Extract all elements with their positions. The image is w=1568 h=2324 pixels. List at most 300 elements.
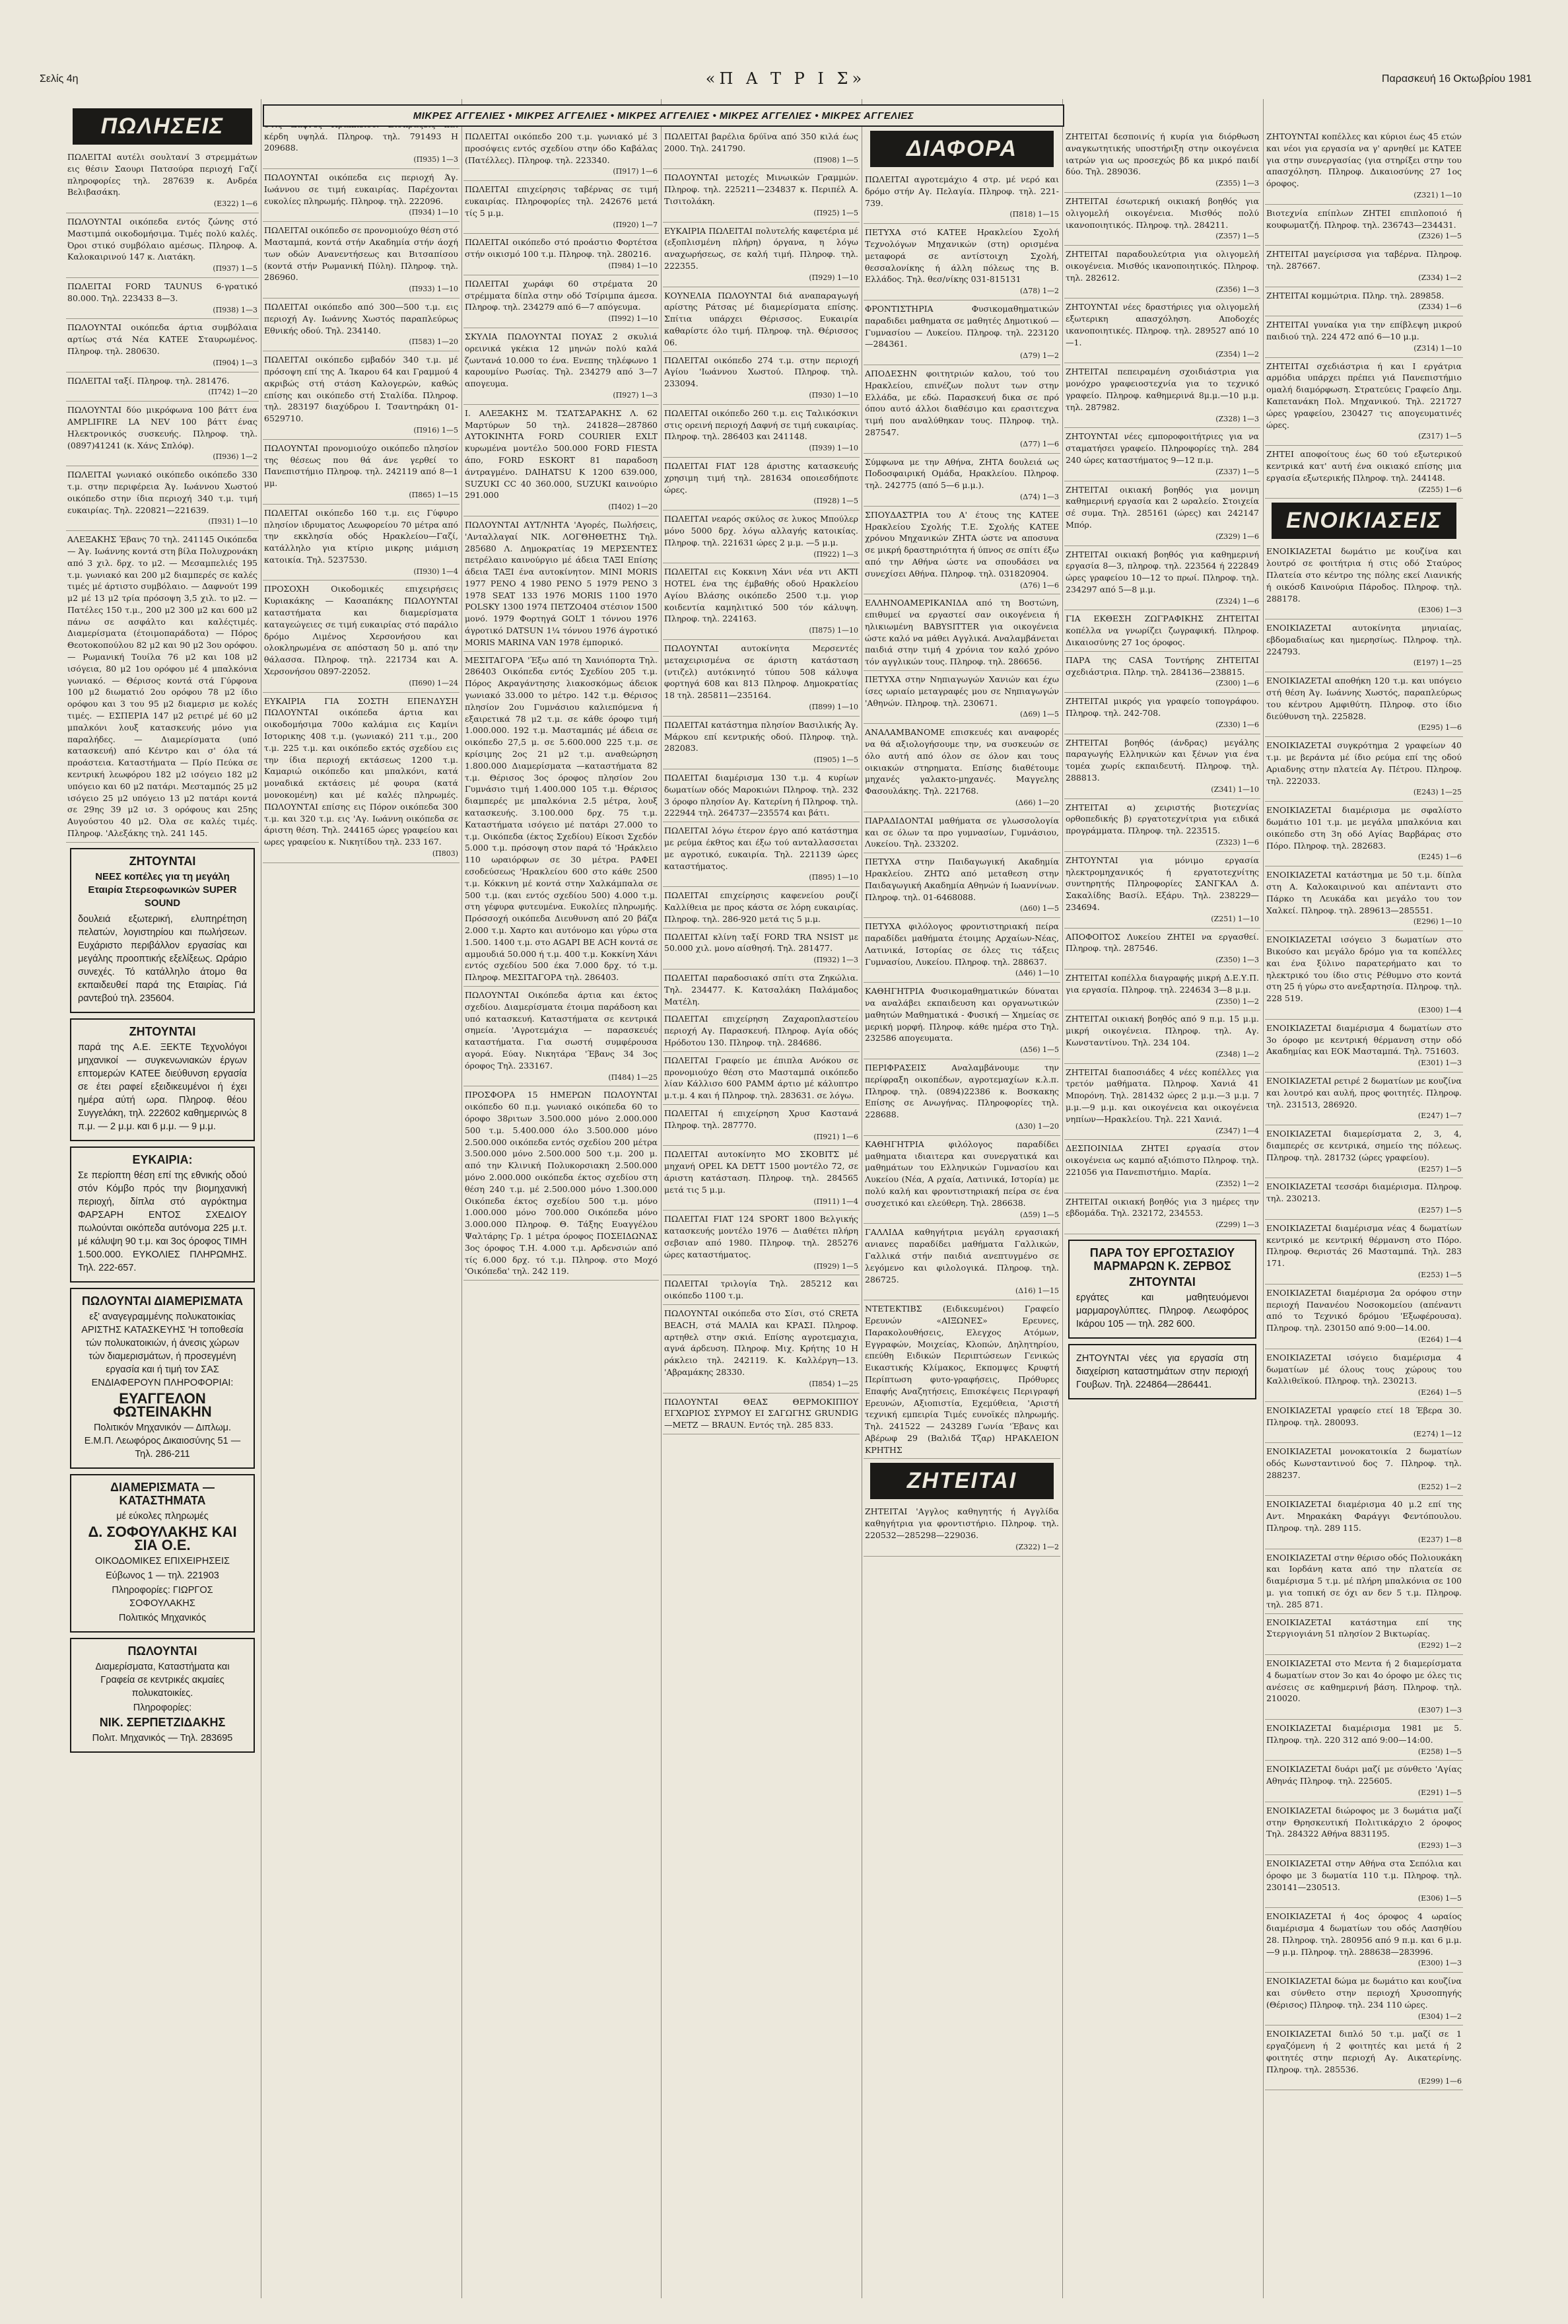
ad-reference: (Ζ356) 1—3 xyxy=(1215,285,1259,294)
ad-reference: (Π803) xyxy=(432,849,458,859)
classified-ad xyxy=(864,724,1060,812)
classified-ad xyxy=(1064,929,1260,969)
box-title: ΔΙΑΜΕΡΙΣΜΑΤΑ — ΚΑΤΑΣΤΗΜΑΤΑ xyxy=(110,1480,215,1507)
ad-reference: (Π583) 1—20 xyxy=(409,337,458,347)
ad-text: ΠΩΛΕΙΤΑΙ κλίνη ταξί FORD TRA NSIST με 50.000 χιλ. μονο αίσθησή. Τηλ. 281477. xyxy=(664,931,858,954)
ad-text: ΠΩΛΟΥΝΤΑΙ Οικόπεδα άρτια και έκτος σχεδίου. Διαμερίσματα έτοιμα παράδοση και υπό κατασκευή. Καταστήματα σε κεντρικά σημεία. 'Αγροτεμάχια — παρασκευές καταστήματα. Για σωστή συμφέρουσα αγορά. Εύαγ. Νικητάρα 'Έβανς 34 3ος όροφος Τηλ. 233167. xyxy=(465,989,658,1071)
ads-list xyxy=(1064,128,1260,1234)
ad-reference: (Ζ341) 1—10 xyxy=(1211,785,1259,794)
ad-reference: (Π690) 1—24 xyxy=(409,678,458,687)
ad-text: ΠΩΛΕΙΤΑΙ FIAT 128 άριστης κατασκευής χρησιμη τιμή τηλ. 281634 οποιεσδήποτε ώρες. xyxy=(664,460,858,495)
classified-ad xyxy=(463,275,659,328)
classified-ad xyxy=(663,405,860,458)
box-body: εξ' αναγεγραμμένης πολυκατοικίας ΑΡΙΣΤΗΣ ΚΑΤΑΣΚΕΥΗΣ 'Η τοποθεσία τών πολυκατοικιών, ή άνεσις χώρων τών διαμερισμάτων, ή προσεγμένη εργασία και ή τιμή τον ΣΑΣ ΕΝΔΙΑΦΕΡΟΥΝ ΠΛΗΡΟΦΟΡΙΑΙ: xyxy=(81,1311,244,1388)
classified-ad xyxy=(1265,316,1463,357)
classified-ad xyxy=(463,328,659,405)
ad-reference: (Π895) 1—10 xyxy=(809,873,858,882)
ads-list xyxy=(66,149,259,843)
classified-ad xyxy=(263,169,460,222)
ad-reference: (Ε293) 1—3 xyxy=(1417,1841,1462,1850)
ad-text: Βιοτεχνία επίπλων ΖΗΤΕΙ επιπλοποιό ή κουφωματζή. Πληροφ. τηλ. 236743—234431. xyxy=(1266,207,1462,230)
ad-reference: (Ζ328) 1—3 xyxy=(1215,414,1259,423)
classified-ad xyxy=(864,171,1060,224)
ad-text: ΜΕΣΙΤΑΓΟΡΑ 'Έξω από τη Χανιόπορτα Τηλ. 286403 Οικόπεδα εντός Σχεδίου 205 τ.μ. Πόρος Ακραγάντησης λιακοσκόμως άδειοκ γωνιακό 33.000 το μέτρο. 142 τ.μ. Θέρισος πλησίον 2ου Γυμνάσιου καλιεπόμενα ή εξαιρετικά 78 μ2 τ.μ. σε κάθε όροφο τιμή 1.000.000. 192 τ.μ. Μασταμπάς μέ άδεια σε οικόπεδο 27,5 μ. σε 5.600.000 225 τ.μ. σε κρίσιμης 2ος 21 μ2 τ.μ. αναθεώρηση 1.800.000 Διαμερίσματα —καταστήματα 82 τ.μ. Θέρισος 3ος όροφος πλησίον 2ου Γυμνάσιο τιμή 1.400.000 105 τ.μ. Θέρισος διαμπερές με μπαλκόνια 2.5 μέτρα, λουξ κατασκευής. 3.100.000 δρχ. 75 τ.μ. Καταστήματα ισόγειο μέ πατάρι 27.000 το τ.μ. Οικόπεδα (έκτος Σχεδίου) Είκοσι Σχεδόν 5.000 τ.μ. πρόσοψη στον παρά τό 'Ηράκλειο 110 ωραιόρφων σε 30 μέτρα. ΡΑΦΕΙ εσοδεύσεως 'Ηρακλείου 600 στο κάθε 2500 τ.μ. Κόκκινη μέ κοντά στην Χαλκάμπαλα σε 500 τ.μ. (και εντός σχεδίου 500) 4.000 τ.μ. στη γέφυρα φυτευμένα. Ευκολίες πληρωμής. Πρόσσοχή οικόπεδα Διευθυνση από 20 βάζα 2.000 τ.μ. Χαρτο και αυτόνομο και γύρω στα 1.500. 1400 τ.μ. στο AGAPI BE ACH κοντά σε αμμουδιά 50.000 ή τ.μ. 400 τ.μ. Κοκκίνη Χάνι εντός σχεδίου 500 έκα 7.000 δρχ. τό τ.μ. Πληροφ. ΜΕΣΙΤΑΓΟΡΑ τηλ. 286403. xyxy=(465,654,658,983)
ad-reference: (Π402) 1—20 xyxy=(608,503,658,512)
classified-ad xyxy=(66,531,259,843)
ad-reference: (Ε264) 1—4 xyxy=(1417,1335,1462,1344)
classified-ad xyxy=(1265,1220,1463,1285)
classified-ad xyxy=(1265,1349,1463,1402)
box-title: ΕΥΚΑΙΡΙΑ: xyxy=(132,1152,193,1166)
box-body: εργάτες και μαθητευόμενοι μαρμαρογλύπτες. Πληροφ. Λεωφόρος Ικάρου 105 — τηλ. 282 600. xyxy=(1076,1292,1248,1329)
classified-ad xyxy=(864,365,1060,454)
ad-text: ΠΩΛΕΙΤΑΙ ή επιχείρηση Χρυσ Καστανά Πληροφ. τηλ. 287770. xyxy=(664,1108,858,1130)
ad-text: ΕΝΟΙΚΙΑΖΕΤΑΙ ισόγειο διαμέρισμα 4 δωματίων μέ όλους τους χώρους του Καλλιθεϊκού. Πληροφ. τηλ. 230213. xyxy=(1266,1352,1462,1386)
ad-reference: (Π932) 1—3 xyxy=(813,956,858,965)
classified-ad xyxy=(1064,799,1260,852)
ad-reference: (Δ69) 1—5 xyxy=(1019,710,1059,719)
ad-text: ΕΝΟΙΚΙΑΖΕΤΑΙ γραφείο ετεί 18 Έβερα 30. Πληροφ. τηλ. 280093. xyxy=(1266,1405,1462,1427)
classified-ad xyxy=(1265,1855,1463,1908)
classified-ad xyxy=(66,319,259,372)
ad-reference: (Ζ330) 1—6 xyxy=(1215,720,1259,729)
classified-ad xyxy=(1064,610,1260,651)
ad-text: ΠΕΤΥΧΑ στό ΚΑΤΕΕ Ηρακλείου Σχολή Τεχνολόγων Μηχανικών (στη) ορισμένα μεταφορά σε αντίστοιχη Σχολή, θεσσαλονίκης ή άλλη πόλεως της Β. Ελλάδος. Τηλ. θεσ/νίκης 031-815131 xyxy=(865,227,1059,285)
box-line: Πληροφορίες: ΓΙΩΡΓΟΣ ΣΟΦΟΥΛΑΚΗΣ xyxy=(112,1584,213,1609)
classified-ad xyxy=(1265,1178,1463,1219)
ad-text: ΠΩΛΕΙΤΑΙ βαρέλια δρύϊνα από 350 κιλά έως 2000. Τηλ. 241790. xyxy=(664,131,858,153)
classified-ad xyxy=(1064,246,1260,299)
ad-text: ΚΑΘΗΓΗΤΡΙΑ φιλόλογος παραδίδει μαθηματα ιδιαιτερα και συνεργατικά και μαθημάτων του Ελληνικών Γυμνασίου και Λυκείου (Νέα, Α ρχαία, Λατινικά, Ιστορία) με πολύ καλή και φροντιστηριακή πείρα σε ένα συσχετικό και ελεύθερη. Τηλ. 286638. xyxy=(865,1139,1059,1208)
ad-text: ΣΠΟΥΔΑΣΤΡΙΑ του Α' έτους της ΚΑΤΕΕ Ηρακλείου Σχολής Τ.Ε. Σχολής ΚΑΤΕΕ χρόνου Μηχανικών ΖΗΤΑ ώστε να αποσυνα σε μικρή δραστηριότητα ή ύπνος σε σπίτι έξω από την Αθήνα ώστε να σπουδάσει να συνεχίσει Αθήνα. Πληροφ. τηλ. 031820904. xyxy=(865,509,1059,579)
classified-ad xyxy=(1265,1549,1463,1614)
ads-list xyxy=(864,1503,1060,1556)
ad-text: ΠΩΛΕΙΤΑΙ επιχείρησις ταβέρνας σε τιμή ευκαιρίας. Πληροφορίες τηλ. 242676 μετά τίς 5 μ.μ. xyxy=(465,184,658,218)
column-rule xyxy=(1062,99,1063,2298)
ad-text: ΠΩΛΟΥΝΤΑΙ μετοχές Μινωικών Γραμμών. Πληροφ. τηλ. 225211—234837 κ. Περιπέλ Α. Τισιτολάκη. xyxy=(664,172,858,206)
ad-text: ΖΗΤΕΙΤΑΙ πεπειραμένη σχοιδιάστρια για μονόχρο γραφειοστεχνία για το τεχνικό γραφείο. Πληροφ. καθημερινά 8μ.μ.—10 μ.μ. τηλ. 287982. xyxy=(1066,367,1259,412)
classified-ad xyxy=(864,1059,1060,1136)
ad-reference: (Π742) 1—20 xyxy=(208,388,257,397)
classified-ad xyxy=(864,224,1060,300)
ad-text: ΠΩΛΕΙΤΑΙ επιχείρηση Ζαχαροπλαστείου περιοχή Αγ. Παρασκευή. Πληροφ. Αγία οδός Ηρόδοτου 130. Πληροφ. τηλ. 284686. xyxy=(664,1014,858,1047)
ad-text: ΠΩΛΕΙΤΑΙ οικόπεδο 260 τ.μ. εις Ταλικόσκινι στις ορεινή περιοχή Δαφνή σε τιμή ευκαιρίας. Πληροφ. τηλ. 286403 και 241148. xyxy=(664,407,858,442)
ad-text: ΕΝΟΙΚΙΑΖΕΤΑΙ στην θέρισο οδός Πολιουκάκη και Ιορδάνη κατα από την πλατεία σε διαμέρισμα 5 τ.μ. μέ πλήρη μπαλκόνια σε 100 μ. για τοπική σε όχι αν δεν 5 τ.μ. Πληροφ. τηλ. 285 871. xyxy=(1266,1552,1462,1609)
classified-ad xyxy=(66,372,259,402)
classified-ad xyxy=(1265,737,1463,802)
ad-text: ΠΩΛΟΥΝΤΑΙ δύο μικρόφωνα 100 βάττ ένα AMPLIFIRE LA NEV 100 βάττ ένας Ηλεκτρονικός συσκευής. Πληροφ. τηλ. (0897)41241 (κ. Χάνς Σπλόφ). xyxy=(67,405,257,450)
ad-reference: (Ε300) 1—4 xyxy=(1417,1006,1462,1014)
ad-text: ΖΗΤΕΙΤΑΙ βοηθός (άνδρας) μεγάλης παραγωγής Ελληνικών και ξένων για ένα τομέα χωρίς εκπαιδευτή. Πληροφ. τηλ. 288813. xyxy=(1066,737,1259,783)
column-rule xyxy=(661,99,662,2298)
ad-reference: (Ζ355) 1—3 xyxy=(1215,179,1259,188)
classified-ad xyxy=(1265,246,1463,287)
ads-list xyxy=(864,171,1060,1459)
ad-text: ΕΝΟΙΚΙΑΖΕΤΑΙ διαμέρισμα 4 δωματίων στο 3ο όροφο με κεντρική θέρμανση στην οδό Ακαδημίας και ΕΟΚ Μασταμπά. Τηλ. 751603. xyxy=(1266,1022,1462,1057)
classified-ad xyxy=(663,352,860,405)
ad-reference: (Ε299) 1—6 xyxy=(1417,2076,1462,2086)
box-line: Πολιτ. Μηχανικός — Τηλ. 283695 xyxy=(92,1732,233,1743)
ad-text: ΠΡΟΣΦΟΡΑ 15 ΗΜΕΡΩΝ ΠΩΛΟΥΝΤΑΙ οικόπεδο 60 π.μ. γωνιακό οικόπεδα 60 το όροφο 38ριτων 3.500.000 μόνο 2.000.000 500 τ.μ. 5.400.000 όλο 3.500.000 μόνο 2.500.000 οικόπεδα εντός σχεδίου 200 μέτρα 3.500.000 μόνο 2.500.000 500 τ.μ. 200 μ. από την Κλινική Πολυκορσιακη 2.500.000 μόνο 2.000.000 οικόπεδα έκτος σχεδίου στη θέση 240 τ.μ. μέ 2.500.000 μόνο 1.300.000 Οικόπεδα έκτος σχεδίου 500 τ.μ. μόνο 1.000.000 μόνο 700.000 Οικόπεδα μόνο 3.000.000 Πληροφ. Θ. Τάξης Ευαγγέλου Ψαλτάρης Γρ. 1 μέτρα όροφος ΠΟΣΕΙΔΩΝΑΣ 3ος όροφος Τ.Η. 4.000 τ.μ. Αρδενσιών από τίς 6.000 δρχ. τό τ.μ. Πληροφ. στο Μοχό 'Οικόπεδα' τηλ. 242 119. xyxy=(465,1090,658,1277)
ad-reference: (Π934) 1—10 xyxy=(409,208,458,217)
ad-reference: (Ε304) 1—2 xyxy=(1417,2012,1462,2021)
ad-reference: (Ε296) 1—10 xyxy=(1413,917,1462,927)
ad-reference: (Ζ322) 1—2 xyxy=(1015,1542,1059,1551)
classified-ad xyxy=(1265,802,1463,866)
ad-text: ΣΚΥΛΙΑ ΠΩΛΟΥΝΤΑΙ ΠΟΥΑΣ 2 σκυλιά ορεινικά γκέκια 12 μηνών πολύ καλά ζωντανά 10.000 το ένα. Ενεπης τηλέφωνο 1 καρουμίνο Ρωσίας. Τηλ. 234279 από 3—7 απογευμα. xyxy=(465,331,658,389)
classified-ad xyxy=(1064,1140,1260,1193)
classified-ad xyxy=(1064,299,1260,363)
ad-text: ΕΥΚΑΙΡΙΑ ΓΙΑ ΣΟΣΤΗ ΕΠΕΝΔΥΣΗ ΠΩΛΟΥΝΤΑΙ οικόπεδα άρτια και οικοδομήσιμα 700ο καλάμια εις Καμίνι Ιστορικης 408 τ.μ. (γωνιακό) 211 τ.μ., 200 τ.μ. 225 τ.μ. και οικόπεδο εκτός σχεδίου εις την ίδια περιοχή εκτάσεως 1200 τ.μ. Καμαριώ οικόπεδο και μπαλκόνι, κατά μοναδικά εκτάσεις μέ φουρα (κατά μονοκομένη) και μέ καλές πληρωμές. ΠΩΛΟΥΝΤΑΙ επίσης εις Πόρον οικόπεδα 300 τ.μ. και 320 τ.μ. εις 'Αγ. Ιωάννη οικόπεδα σε άριστη θέση. Τηλ. 244165 ώρες γραφείου και ωρες γραφείου κ. Νικητίδου τηλ. 233 167. xyxy=(264,695,458,847)
ad-reference: (Ε292) 1—2 xyxy=(1417,1641,1462,1650)
ad-reference: (Ζ317) 1—5 xyxy=(1418,432,1462,441)
classified-ad xyxy=(463,987,659,1086)
classified-ad xyxy=(663,511,860,563)
box-title: ΠΩΛΟΥΝΤΑΙ xyxy=(127,1644,197,1658)
column-7 xyxy=(1265,128,1463,2314)
ad-reference: (Ζ350) 1—3 xyxy=(1215,956,1259,965)
classified-ad xyxy=(263,222,460,299)
classified-ad xyxy=(663,887,860,928)
classifieds-banner xyxy=(263,104,1064,127)
ad-text: ΠΩΛΕΙΤΑΙ οικόπεδο 274 τ.μ. στην περιοχή Αγίου 'Ιωάννου Χωστού. Πληροφ. τηλ. 233094. xyxy=(664,355,858,389)
ad-reference: (Π911) 1—4 xyxy=(813,1197,858,1206)
ad-reference: (Ζ347) 1—4 xyxy=(1215,1126,1259,1135)
ad-text: ΠΑΡΑ της CASA Τοντήρης ΖΗΤΕΙΤΑΙ σχεδιάστρια. Πληρ. τηλ. 284136—238815. xyxy=(1066,654,1259,677)
classified-ad xyxy=(864,507,1060,595)
classified-ad xyxy=(1265,1655,1463,1720)
ad-text: ΠΩΛΟΥΝΤΑΙ ΘΕΑΣ ΘΕΡΜΟΚΙΠΙΟΥ ΕΓΧΩΡΙΟΣ ΣΥΡΜΟΥ ΕΙ ΣΑΓΩΓΗΣ GRUNDIG —METZ — BRAUN. Εντός τηλ. 285 833. xyxy=(664,1396,858,1430)
classified-ad xyxy=(864,1224,1060,1300)
ad-box-wanted-sound xyxy=(70,848,255,1013)
ad-reference: (Δ77) 1—6 xyxy=(1019,439,1059,448)
ad-text: ΠΩΛΟΥΝΤΑΙ ΑΥΤ/ΝΗΤΑ 'Αγορές, Πωλήσεις, 'Ανταλλαγαί ΝΙΚ. ΛΟΓΘΗΘΕΤΗΣ Τηλ. 285680 Λ. Δημοκρατίας 19 ΜΕΡΣΕΝΤΕΣ πετρέλαιο καινούργιο μέ άδεια ΤΑΞΙ Επίσης άδεια ΤΑΞΙ ένα αυτοκίνητον. MINI MORIS 1977 PENO 4 1980 PENO 5 1979 PENO 3 1978 SEAT 133 1976 MORIS 1100 1970 POLSKY 1300 1974 ΠΕΤΖΟ404 στέσιον 1500 μονό. 1979 Φορτηγά GOLT 1 τόννου 1976 άγροτικό DATSUN 1¼ τόννου 1976 άγροτικό MORIS MARINA VAN 1978 έμπορικό. xyxy=(465,519,658,647)
classified-ad xyxy=(1064,1010,1260,1063)
column-6 xyxy=(1064,128,1260,2314)
ad-reference: (Ε322) 1—6 xyxy=(213,199,257,209)
classified-ad xyxy=(1265,1073,1463,1125)
classified-ad xyxy=(1064,652,1260,693)
box-title: ΖΗΤΟΥΝΤΑΙ xyxy=(129,1024,196,1038)
ad-box-offices xyxy=(70,1638,255,1753)
ad-text: ΚΟΥΝΕΛΙΑ ΠΩΛΟΥΝΤΑΙ διά αναπαραγωγή αρίστης Ράτσας μέ διαμερίσματα επίσης. Σπίτια υπάρχει Θέρισσος. Ευκαιρία καθαρίστε όλο τιμή. Πληροφ. τηλ. Θέρισσος 06. xyxy=(664,290,858,347)
classified-ad xyxy=(1265,543,1463,619)
ad-text: ΠΩΛΟΥΝΤΑΙ οικόπεδα εις περιοχή Άγ. Ιωάννου σε τιμή ευκαιρίας. Παρέχονται ευκολίες πληρωμής. Πληροφ. τηλ. 222096. xyxy=(264,172,458,206)
ad-text: ΠΕΤΥΧΑ στην Παιδαγωγική Ακαδημία Ηρακλείου. ΖΗΤΩ από μεταθεση στην Παιδαγωγική Ακαδημία Αθηνών ή Ιωαννίνων. Πληροφ. τηλ. 01-6468088. xyxy=(865,857,1059,902)
ad-reference: (Ε258) 1—5 xyxy=(1417,1747,1462,1756)
ad-text: ΝΤΕΤΕΚΤΙΒΣ (Ειδικευμένοι) Γραφείο Ερευνών «ΑΙΞΩΝΕΣ» Ερευνες, Παρακολουθήσεις, Ελεγχος Ατόμων, Εγγραφών, Μοιχείας, Κλοπών, Δηλητηρίου, επεύθη Ειδικών Περιπτώσεων Γενικώς Εικαστικής Κλίμακος, Εκπομψες Κρυφτή Περίπτωση φυτο-γραφήσεις, Πρόθυρες Επαφής Αναζητήσεις, Επισκέψεις Περιγραφή Ερευνών, Αξιοπιστία, Εχεμύθεια, 'Αριστή τεχνική εμπειρία Τιμές ευνοϊκές πληρωμής. Τηλ. 241522 — 243289 Γωνία 'Έβανς και Αβέρωφ 29 (Βαλιδά Τζαρ) ΗΡΑΚΛΕΙΟΝ ΚΡΗΤΗΣ xyxy=(865,1304,1059,1455)
box-line: Εύβωνος 1 — τηλ. 221903 xyxy=(106,1570,219,1581)
classified-ad xyxy=(1265,2025,1463,2090)
ad-text: ΖΗΤΕΙΤΑΙ διαποσιάδες 4 νέες κοπέλλες για τρετόν μαθήματα. Πληροφ. Χανιά 41 Μπορόνη. Τηλ. 281432 ώρες 2 μ.μ.—3 μ.μ. 7 μ.μ.—9 μ.μ. και οικογένεια και οικογένεια νηπίων—Ηρακλείου. Τηλ. 221 Χανιά. xyxy=(1066,1067,1259,1124)
ad-text: ΠΩΛΕΙΤΑΙ παραδοσιακό σπίτι στα Ζηκώλια. Τηλ. 234477. Κ. Κατσαλάκη Παλάμαδος Ματέλη. xyxy=(664,973,858,1006)
box-body: ΖΗΤΟΥΝΤΑΙ νέες για εργασία στη διαχείριση καταστημάτων στην περιοχή Γουβων. Τηλ. 224864—286441. xyxy=(1076,1353,1248,1390)
ad-reference: (Ε197) 1—25 xyxy=(1413,658,1462,668)
ad-reference: (Π916) 1—5 xyxy=(413,425,458,435)
ad-reference: (Δ66) 1—20 xyxy=(1015,798,1059,808)
ad-text: ΕΝΟΙΚΙΑΖΕΤΑΙ τεσσάρι διαμέρισμα. Πληροφ. τηλ. 230213. xyxy=(1266,1181,1462,1204)
section-heading-misc: ΔΙΑΦΟΡΑ xyxy=(870,131,1054,167)
ad-reference: (Δ30) 1—20 xyxy=(1015,1121,1059,1131)
classified-ad xyxy=(463,234,659,275)
classified-ad xyxy=(263,505,460,581)
box-body: δουλειά εξωτερική, ελυπηρέτηση πελατών, λογιστηρίου και πωλήσεων. Ευχάριστο περιβάλλον εργασίας και μεγάλης προοπτικής εξελίξεως. Ωράριο συνεχές. Τό κατάλληλο άτομο θα εκπαιδευθεί παρά της Εταιρίας. Γιά ραντεβού τηλ. 235604. xyxy=(78,913,247,1004)
ad-reference: (Π875) 1—10 xyxy=(809,626,858,635)
classified-ad xyxy=(1265,1761,1463,1802)
ad-reference: (Ε306) 1—5 xyxy=(1417,1894,1462,1903)
ad-text: Ι. ΑΛΕΞΑΚΗΣ Μ. ΤΣΑΤΣΑΡΑΚΗΣ Λ. 62 Μαρτύρων 50 τηλ. 241828—287860 ΑΥΤΟΚΙΝΗΤΑ FORD COURIER EXLT κυρωμένα μοντέλο 500.000 FORD FIESTA άπο, FORD ESKORT 81 παραδοση άντραγμένο. DAIHATSU Κ 1200 639.000, SUZUKI CC 40 360.000, SUZUKI καινούριο 291.000 xyxy=(465,407,658,501)
column-4 xyxy=(663,128,860,2314)
classified-ad xyxy=(864,853,1060,918)
ad-text: ΠΩΛΕΙΤΑΙ ταξί. Πληροφ. τηλ. 281476. xyxy=(67,375,230,386)
classified-ad xyxy=(1265,1125,1463,1178)
ad-text: ΔΕΣΠΟΙΝΙΔΑ ΖΗΤΕΙ εργασία στον οικογένεια ως καμπό αξιόπιστο Πληροφ. τηλ. 221056 για Πανεπιστήμιο. Μαρία. xyxy=(1066,1143,1259,1177)
column-5 xyxy=(864,128,1060,2314)
ad-text: ΠΩΛΕΙΤΑΙ λόγω έτερον έργο από κατάστημα με ρεύμα έκθτος και έξω τού ανταλλασσεται με αγροτικό, ευκαιρία. Τηλ. 221139 ώρες καταστήματος. xyxy=(664,826,858,871)
ad-reference: (Δ76) 1—6 xyxy=(1019,581,1059,590)
ad-reference: (Ζ350) 1—2 xyxy=(1215,997,1259,1006)
box-name: ΕΥΑΓΓΕΛΟΝ ΦΩΤΕΙΝΑΚΗΝ xyxy=(113,1390,212,1420)
ad-text: ΕΝΟΙΚΙΑΖΕΤΑΙ διαμέρισμα 40 μ.2 επί της Αντ. Μηρακάκη Φαράγγι Φεντόπουλου. Πληροφ. τηλ. 289 115. xyxy=(1266,1499,1462,1533)
ad-text: ΠΩΛΕΙΤΑΙ FIAT 124 SPORT 1800 Βελγικής κατασκευής μοντέλο 1976 — Διαθέτει πλήρη σεβσιαν από 1980. Πληροφ. τηλ. 285276 ώρες καταστήματος. xyxy=(664,1214,858,1259)
ad-reference: (Ε252) 1—2 xyxy=(1417,1482,1462,1491)
ad-text: ΠΩΛΕΙΤΑΙ αγροτεμάχιο 4 στρ. μέ νερό και δρόμο στήν Αγ. Πελαγία. Πληροφ. τηλ. 221-739. xyxy=(865,174,1059,208)
classified-ad xyxy=(1265,287,1463,317)
ad-reference: (Δ46) 1—10 xyxy=(1015,969,1059,978)
classified-ad xyxy=(1265,446,1463,499)
section-heading-rentals: ΕΝΟΙΚΙΑΣΕΙΣ xyxy=(1272,503,1456,539)
classified-ad xyxy=(864,454,1060,507)
ad-reference: (Δ16) 1—15 xyxy=(1015,1286,1059,1296)
classified-ad xyxy=(663,1393,860,1434)
ad-text: ΠΩΛΕΙΤΑΙ οικόπεδο από 300—500 τ.μ. εις περιοχή Αγ. Ιωάννης Χωστός παραπλεύρως Εθνικής οδού. Τηλ. 234140. xyxy=(264,301,458,335)
ad-reference: (Ζ348) 1—2 xyxy=(1215,1049,1259,1059)
ad-text: ΑΠΟΦΟΙΤΟΣ Λυκείου ΖΗΤΕΙ να εργασθεί. Πληροφ. τηλ. 287546. xyxy=(1066,931,1259,954)
ad-text: ΖΗΤΕΙΤΑΙ οικιακή βοηθός για καθημερινή εργασία 8—3, πληροφ. τηλ. 223564 ή 222849 ώρες γραφείου 10—12 το πρωί. Πληροφ. τηλ. 234297 από 5—8 μ.μ. xyxy=(1066,549,1259,594)
box-line: ΟΙΚΟΔΟΜΙΚΕΣ ΕΠΙΧΕΙΡΗΣΕΙΣ xyxy=(95,1555,230,1567)
ad-reference: (Δ56) 1—5 xyxy=(1019,1045,1059,1055)
ad-text: κέρδη υψηλά. Πληροφ. τηλ. 791493 Η 209688. xyxy=(264,131,458,153)
classified-ad xyxy=(864,983,1060,1059)
ad-reference: (Ε243) 1—25 xyxy=(1413,788,1462,797)
ads-list xyxy=(1265,543,1463,2090)
ad-reference: (Ε307) 1—3 xyxy=(1417,1706,1462,1715)
ad-reference: (Ζ324) 1—6 xyxy=(1215,596,1259,606)
classified-ad xyxy=(1064,363,1260,428)
ads-list xyxy=(263,104,460,863)
box-line: Πολιτικόν Μηχανικόν — Διπλωμ. Ε.Μ.Π. Λεωφόρος Δικαιοσύνης 51 — Τηλ. 286-211 xyxy=(84,1422,241,1460)
ad-reference: (Ζ314) 1—10 xyxy=(1414,343,1462,353)
classified-ad xyxy=(663,822,860,887)
ad-text: ΠΩΛΕΙΤΑΙ FORD TAUNUS 6-γρατικό 80.000. Τηλ. 223433 8—3. xyxy=(67,281,257,303)
masthead: «Π Α Τ Ρ Ι Σ» xyxy=(705,69,866,88)
ad-text: ΠΩΛΕΙΤΑΙ οικόπεδο 200 τ.μ. γωνιακό μέ 3 προσόψεις εντός σχεδίου στην όδο Καβάλας (Πατέλλες). Πληροφ. τηλ. 223340. xyxy=(465,131,658,165)
ad-text: ΕΝΟΙΚΙΑΖΕΤΑΙ μονοκατοικία 2 δωματίων οδός Κωνσταντινού δος 7. Πληροφ. τηλ. 288237. xyxy=(1266,1446,1462,1480)
classified-ad xyxy=(1265,866,1463,931)
ad-text: ΕΝΟΙΚΙΑΖΕΤΑΙ διαμέρισμα νέας 4 δωματίων κεντρικό με κεντρική θέρμανση στο Πόρο. Πληροφ. Θεριστάς 26 Μασταμπά. Τηλ. 283 171. xyxy=(1266,1222,1462,1269)
ad-text: ΖΗΤΕΙΤΑΙ κοπέλλα διαγραφής μικρή Δ.Ε.Υ.Π. για εργασία. Πληροφ. τηλ. 224634 3—8 μ.μ. xyxy=(1066,973,1259,995)
classified-ad xyxy=(1265,358,1463,446)
box-body: παρά της Α.Ε. ΞΕΚΤΕ Τεχνολόγοι μηχανικοί — συγκενωνιακών έργων επτομερών ΚΑΤΕΕ διεύθυνση εργασία σε έτει ραφεί εξειδικευμένοι ή έχει ημέρα αύτή ωρα. Πληροφ. θέου Συγγελάκη, τηλ. 222602 καθημερινώς 8 π.μ. — 2 μ.μ. και 6 μ.μ. — 9 μ.μ. xyxy=(78,1041,247,1132)
ad-reference: (Δ79) 1—2 xyxy=(1019,351,1059,361)
classified-ad xyxy=(864,1503,1060,1556)
ad-text: ΖΗΤΕΙΤΑΙ μαγείρισσα για ταβέρνα. Πληροφ. τηλ. 287667. xyxy=(1266,249,1462,271)
ad-reference: (Π931) 1—10 xyxy=(208,517,257,526)
ad-reference: (Δ78) 1—2 xyxy=(1019,287,1059,296)
ad-text: ΕΝΟΙΚΙΑΖΕΤΑΙ διπλό 50 τ.μ. μαζί σε 1 εργαζόμενη ή 2 φοιτητές και μετά ή 2 φοιτητές στην περιοχή Αγ. Αικατερίνης. Πληροφ. τηλ. 285536. xyxy=(1266,2029,1462,2074)
classified-ad xyxy=(1265,1802,1463,1855)
ad-reference: (Π905) 1—5 xyxy=(813,756,858,765)
ad-reference: (Ε257) 1—5 xyxy=(1417,1164,1462,1174)
ad-text: ΠΩΛΕΙΤΑΙ οικόπεδο στό προάστιο Φορτέτσα στήν οικισμό 100 τ.μ. Πληροφ. τηλ. 280216. xyxy=(465,237,658,260)
ad-box-marble-factory xyxy=(1068,1240,1256,1339)
ad-reference: (Ζ329) 1—6 xyxy=(1215,532,1259,541)
ad-text: ΕΝΟΙΚΙΑΖΕΤΑΙ στο Μεντα ή 2 διαμερίσματα 4 δωματίων στον 3ο και 4ο όροφο με όλες τις ανέσεις σε καθημερινή βάση. Πληροφ. τηλ. 210020. xyxy=(1266,1658,1462,1704)
ad-text: ΖΗΤΕΙΤΑΙ δεσποινίς ή κυρία για διόρθωση αναγκωτητικής υποστήριξη στην οικογένεια ιατρών για ως προσεχώς βδ κα μικρό παιδί δύο. Τηλ. 289036. xyxy=(1066,131,1259,177)
classified-ad xyxy=(66,466,259,531)
ad-text: ΖΗΤΕΙΤΑΙ 'Αγγλος καθηγητής ή Αγγλίδα καθηγήτρια για φροντιστήριο. Πληροφ. τηλ. 220532—285298—229036. xyxy=(865,1506,1059,1541)
ad-text: ΕΝΟΙΚΙΑΖΕΤΑΙ διαμερίσματα 2, 3, 4, διαμπερές σε κεντρικά, σημείο της πόλεως. Πληροφ. τηλ. 281732 (ώρες γραφείου). xyxy=(1266,1129,1462,1162)
classified-ad xyxy=(864,594,1060,671)
ad-text: ΠΩΛΕΙΤΑΙ εις Κοκκινη Χάνι νέα ντι ΑΚΤΙ HOTEL ένα της έμβαθής οδού Ηρακλείου Αγίου Βλάσης οικόπεδο 2500 τ.μ. γιορ κοιδεντία καμηλιτικό 500 τόν κάλυψη. Πληροφ. τηλ. 224163. xyxy=(664,567,858,624)
ad-reference: (Π933) 1—10 xyxy=(409,285,458,294)
column-rule xyxy=(461,99,462,2298)
ad-reference: (Π935) 1—3 xyxy=(413,155,458,164)
classified-ad xyxy=(1265,1285,1463,1349)
ad-text: ΦΡΟΝΤΙΣΤΗΡΙΑ Φυσικομαθηματικών παραδιδει μαθηματα σε μαθητές Δημοτικού — Γυμνασίου — Λυκείου. Πληροφ. τηλ. 223120—284361. xyxy=(865,303,1059,349)
ad-text: ΕΝΟΙΚΙΑΖΕΤΑΙ κατάστημα επί της Στεργιογιάνη 51 πλησίον 2 Βικτωρίας. xyxy=(1266,1617,1462,1639)
classified-ad xyxy=(663,128,860,169)
classified-ad xyxy=(263,299,460,351)
ad-reference: (Ζ354) 1—2 xyxy=(1215,349,1259,359)
ad-text: ΠΩΛΕΙΤΑΙ οικόπεδο 160 τ.μ. εις Γύφυρο πλησίον ιδρυματος Λεωφορείου 70 μέτρα από την εκκλησία οδός Ηρακλείου—Γαζί, κατάλληλο για κτίριο μικρης μιάμιση κατοικία. Τηλ. 5237530. xyxy=(264,507,458,565)
classified-ad xyxy=(263,440,460,505)
ad-text: ΕΝΟΙΚΙΑΖΕΤΑΙ δυάρι μαζί με σύνθετο 'Αγίας Αθηνάς Πληροφ. τηλ. 225605. xyxy=(1266,1764,1462,1786)
classified-ad xyxy=(663,640,860,717)
classified-ad xyxy=(1265,1614,1463,1655)
page-number: Σελίς 4η xyxy=(40,73,79,85)
box-title: ΖΗΤΟΥΝΤΑΙ xyxy=(129,854,196,868)
ad-text: ΖΗΤΕΙΤΑΙ μικρός για γραφείο τοπογράφου. Πληροφ. τηλ. 242-708. xyxy=(1066,696,1259,719)
ad-text: ΠΩΛΕΙΤΑΙ κατάστημα πλησίον Βασιλικής Άγ. Μάρκου επί κεντρικής οδού. Πληροφ. τηλ. 282083. xyxy=(664,719,858,754)
classified-ad xyxy=(463,181,659,234)
page-header xyxy=(40,69,1532,89)
ad-reference: (Ζ357) 1—5 xyxy=(1215,232,1259,241)
ad-reference: (Ε291) 1—5 xyxy=(1417,1788,1462,1798)
ad-text: ΠΩΛΕΙΤΑΙ νεαρός σκύλος σε λυκος Μπούλερ μόνο 5000 δρχ. λόγω αλλαγής κατοικίας. Πληροφ. τηλ. 221631 ώρες 2 μ.μ. —5 μ.μ. xyxy=(664,514,858,547)
ad-text: ΠΩΛΕΙΤΑΙ αυτοκίνητο ΜΟ ΣΚΟΒΙΤΣ μέ μηχανή OPEL KA DETT 1500 μοντέλο 72, σε άριστη κατάσταση. Πληροφ. τηλ. 284565 μετά τις 5 μ.μ. xyxy=(664,1149,858,1195)
column-2 xyxy=(263,104,460,2290)
classified-ad xyxy=(1064,546,1260,611)
column-rule xyxy=(1263,99,1264,2298)
classified-ad xyxy=(663,1211,860,1275)
ad-text: ΕΝΟΙΚΙΑΖΕΤΑΙ δωμάτιο με κουζίνα και λουτρό σε φοιτήτρια ή στις οδό Σταύρος Πλατεία στο κέντρο της πόλης εκεί Λιανικής ή οικόσδ Καινούρια Πάροδος. Πληροφ. τηλ. 288178. xyxy=(1266,546,1462,604)
classified-ad xyxy=(1064,969,1260,1010)
ad-reference: (Ζ352) 1—2 xyxy=(1215,1179,1259,1188)
ad-reference: (Ζ326) 1—5 xyxy=(1418,232,1462,241)
ad-reference: (Δ59) 1—5 xyxy=(1019,1210,1059,1219)
ads-list xyxy=(663,128,860,1434)
ad-text: ΠΩΛΕΙΤΑΙ αυτέλι σουλτανί 3 στρεμμάτων εις θέσιν Σαουρι Πατσούρα περιοχή Γαζί πληροφορίες τηλ. 287639 κ. Ανδρέα Βελιβασάκη. xyxy=(67,152,257,197)
box-body: Σε περίοπτη θέση επί της εθνικής οδού στόν Κόμβο πρός την βιομηχανική περιοχή, δίπλα στό αγρόκτημα ΦΑΡΣΑΡΗ ΕΝΤΟΣ ΣΧΕΔΙΟΥ πωλούνται οικόπεδα αυτόνομα 225 μ.τ. μέ κάλυψη 90 τ.μ. και 3ος όροφος ΤΙΜΗ 1.500.000. ΕΥΚΟΛΙΕΣ ΠΛΗΡΩΜΗΣ. Τηλ. 222-657. xyxy=(78,1170,247,1273)
ad-reference: (Ε300) 1—3 xyxy=(1417,1959,1462,1968)
ad-reference: (Ε274) 1—12 xyxy=(1413,1429,1462,1438)
ad-box-wanted-gouves xyxy=(1068,1344,1256,1399)
classified-ad xyxy=(1265,931,1463,1020)
classified-ad xyxy=(864,918,1060,983)
ad-text: ΠΩΛΟΥΝΤΑΙ προνομιούχο οικόπεδο πλησίον της θέσεως που θά άνε γερθεί το Πανεπιστήμιο Πληροφ. τηλ. 242119 από 8—1 μμ. xyxy=(264,442,458,489)
ads-list xyxy=(1265,128,1463,499)
ad-reference: (Π937) 1—5 xyxy=(213,264,257,273)
ad-text: ΚΑΘΗΓΗΤΡΙΑ Φυσικομαθηματικών δύναται να αναλάβει εκπαιδευση και οργανωτικών μαθητών Μαθηματικά - Φυσική — Χημείας σε μερική μορφή. Πληροφ. κάθε ημέρα στο Τηλ. 232586 απογευματα. xyxy=(865,986,1059,1043)
classified-ad xyxy=(1064,693,1260,734)
ad-text: ΕΝΟΙΚΙΑΖΕΤΑΙ αποθήκη 120 τ.μ. και υπόγειο στή θέση Άγ. Ιωάννης Χωστός, παραπλεύρως του κέντρου Αμφιθύτη. Πληροφ. στο ίδιο διεύθυνση τηλ. 225828. xyxy=(1266,676,1462,721)
ad-reference: (Π818) 1—15 xyxy=(1009,210,1059,219)
ad-text: ΖΗΤΕΙΤΑΙ έσωτερική οικιακή βοηθός για ολιγομελή οικογένεια. Μισθός πολύ ικανοποιητικός. Πληροφ. τηλ. 284211. xyxy=(1066,195,1259,230)
ad-box-opportunity xyxy=(70,1146,255,1283)
classified-ad xyxy=(263,581,460,692)
classified-ad xyxy=(263,693,460,863)
ad-text: ΠΡΟΣΟΧΗ Οικοδομικές επιχειρήσεις Κυριακάκης — Κασαπάκης ΠΩΛΟΥΝΤΑΙ καταστήματα και διαμερίσματα καταγεώγειες σε τιμή ευκαιρίας στό παράλιο δρόμο Λιμένος Χερσονήσου και ολοκληρωμένα σε απόσταση 50 μ. από την θάλασσα. Πληροφ. τηλ. 221734 και Α. Χερσονήσου 0897-22052. xyxy=(264,584,458,677)
ad-text: ΕΝΟΙΚΙΑΖΕΤΑΙ διαμέρισμα 1981 με 5. Πληροφ. τηλ. 220 312 από 9:00—14:00. xyxy=(1266,1723,1462,1745)
ad-text: ΠΩΛΕΙΤΑΙ χωράφι 60 στρέματα 20 στρέμματα δίπλα στην οδό Τσίριμπα άμεσα. Πληροφ. τηλ. 234279 από 6—7 απόγευμα. xyxy=(465,278,658,312)
ad-text: ΖΗΤΕΙΤΑΙ γυναίκα για την επίβλεψη μικρού παιδιού τηλ. 224 472 από 6—10 μ.μ. xyxy=(1266,320,1462,341)
classified-ad xyxy=(1265,1496,1463,1549)
classified-ad xyxy=(864,1136,1060,1224)
ad-reference: (Π929) 1—10 xyxy=(809,273,858,282)
classified-ad xyxy=(663,563,860,640)
ad-text: ΖΗΤΕΙ αποφοίτους έως 60 τού εξωτερικού κεντρικά κατ' αυτή ένα οικιακό επίσης μια εργασία εξωτερικής Πληροφ. τηλ. 244148. xyxy=(1266,449,1462,483)
ad-text: ΖΗΤΕΙΤΑΙ σχεδιάστρια ή και Ι εργάτρια αρμόδια υπάρχει πρέπει γιά Πανεπιστήμιο ομαλή διαμόρφωση. Στρατεύεις Γραφείο Δημ. Καπετανάκη Πολ. Μηχανικού. Τηλ. 221727 ώρες γραφείου, 230427 τις απογευματινές ώρες. xyxy=(1266,361,1462,430)
classified-ad xyxy=(663,929,860,969)
ad-text: ΠΩΛΕΙΤΑΙ επιχείρησις καφενείου ρουζί Καλλίθεια με προς κάστα σε λόρη ευκαιρίας. Πληροφ. τηλ. 286-920 μετά τις 5 μ.μ. xyxy=(664,890,858,924)
classified-ad xyxy=(663,458,860,511)
classified-ad xyxy=(1064,428,1260,481)
ad-text: ΖΗΤΟΥΝΤΑΙ νέες εμποροφοιτήτριες για να σταματήσει γραφείο. Πληροφορίες τηλ. 284 240 ώρες καταστήματος 9—12 π.μ. xyxy=(1066,431,1259,465)
ad-box-wanted-engineers xyxy=(70,1018,255,1141)
ad-reference: (Π927) 1—3 xyxy=(613,390,658,400)
ad-reference: (Π904) 1—3 xyxy=(213,358,257,367)
ad-text: ΕΝΟΙΚΙΑΖΕΤΑΙ στην Αθήνα στα Σεπόλια και όροφο με 3 δωματία 110 τ.μ. Πληροφ. τηλ. 230141—230513. xyxy=(1266,1858,1462,1892)
ad-reference: (Π929) 1—5 xyxy=(813,1261,858,1271)
classified-ad xyxy=(263,351,460,440)
ad-reference: (Ζ299) 1—3 xyxy=(1215,1220,1259,1230)
ad-reference: (Δ60) 1—5 xyxy=(1019,904,1059,913)
ad-reference: (Π917) 1—6 xyxy=(613,167,658,176)
ad-reference: (Π920) 1—7 xyxy=(613,220,658,229)
section-heading-sales: ΠΩΛΗΣΕΙΣ xyxy=(73,108,252,145)
ad-reference: (Ζ337) 1—5 xyxy=(1215,467,1259,476)
classified-ad xyxy=(1265,1402,1463,1443)
classified-ad xyxy=(663,1010,860,1051)
classified-ad xyxy=(66,402,259,466)
ad-text: ΠΩΛΕΙΤΑΙ τριλογία Τηλ. 285212 και οικόπεδο 1100 τ.μ. xyxy=(664,1279,858,1301)
ad-reference: (Ζ323) 1—6 xyxy=(1215,838,1259,847)
box-title: ΠΑΡΑ ΤΟΥ ΕΡΓΟΣΤΑΣΙΟΥ ΜΑΡΜΑΡΩΝ Κ. ΖΕΡΒΟΣ xyxy=(1089,1246,1235,1273)
classified-ad xyxy=(66,278,259,319)
ad-text: ΕΝΟΙΚΙΑΖΕΤΑΙ διαμέρισμα 2α ορόφου στην περιοχή Πανανέου Νοσοκομείου (απέναντι από το Τεχνικό δρόμου 'Εξωφέρουσα). Πληροφ. τηλ. 230150 από 9:00—14.00. xyxy=(1266,1287,1462,1333)
classified-ad xyxy=(663,287,860,352)
ad-reference: (Ζ334) 1—6 xyxy=(1418,302,1462,312)
classified-ad xyxy=(1064,734,1260,799)
classified-ad xyxy=(663,1052,860,1105)
ad-text: ΖΗΤΟΥΝΤΑΙ κοπέλλες και κύριοι έως 45 ετών και νέοι για εργασία να γ' αρνηθεί με ΚΑΤΕΕ για στην συνεργασίας (για στηρίξει στην του απασχόληση. Πληροφ. Δικαιοσύνης 27 1ος όροφος. xyxy=(1266,131,1462,189)
ad-text: ΖΗΤΕΙΤΑΙ οικιακή βοηθός για μονιμη καθημερινή εργασία και 2 ωραλείο. Στοιχεία σέ συμα. Τηλ. 285161 (ώρες) και 242147 Μπόρ. xyxy=(1066,484,1259,530)
classified-ad xyxy=(663,969,860,1010)
ad-reference: (Π984) 1—10 xyxy=(608,261,658,270)
ad-text: ΕΝΟΙΚΙΑΖΕΤΑΙ αυτοκίνητα μηνιαίας, εβδομαδιαίως και ημερησίως. Πληροφ. τηλ. 224793. xyxy=(1266,623,1462,656)
ad-text: ΠΩΛΟΥΝΤΑΙ οικόπεδα άρτια συμβόλαια αρτίως στά Νέα ΚΑΤΕΕ Σταυρωμένος. Πληροφ. τηλ. 280630. xyxy=(67,322,257,356)
